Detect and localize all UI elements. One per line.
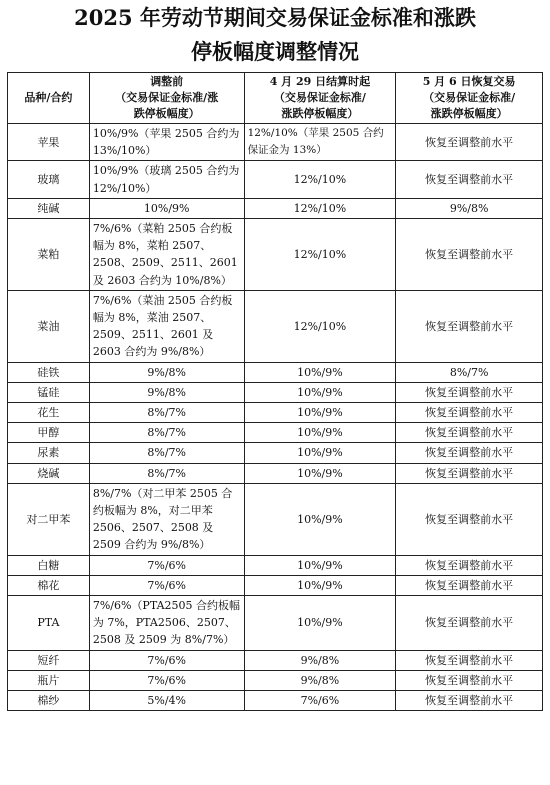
header-line: （交易保证金标准/ (273, 91, 366, 104)
variety-cell: 锰硅 (8, 382, 90, 402)
title-line-2: 停板幅度调整情况 (191, 39, 359, 64)
variety-cell: 尿素 (8, 443, 90, 463)
table-row (8, 555, 543, 575)
variety-cell: 花生 (8, 403, 90, 423)
table-row (8, 362, 543, 382)
header-before (89, 73, 244, 124)
before-cell: 9%/8% (89, 362, 244, 382)
apr29-cell: 12%/10% (244, 198, 396, 218)
header-line: （交易保证金标准/涨 (115, 91, 219, 104)
table-row (8, 124, 543, 161)
before-cell: 8%/7% (89, 423, 244, 443)
may6-cell: 恢复至调整前水平 (396, 555, 543, 575)
apr29-cell: 10%/9% (244, 463, 396, 483)
may6-cell: 恢复至调整前水平 (396, 650, 543, 670)
apr29-cell: 10%/9% (244, 596, 396, 651)
apr29-cell: 12%/10%（苹果 2505 合约保证金为 13%） (244, 124, 396, 161)
table-row (8, 670, 543, 690)
header-line: 4 月 29 日结算时起 (269, 75, 371, 88)
before-cell: 8%/7%（对二甲苯 2505 合约板幅为 8%，对二甲苯 2506、2507、2508 及 2509 合约为 9%/8%） (89, 483, 244, 555)
table-row (8, 575, 543, 595)
variety-cell: 甲醇 (8, 423, 90, 443)
table-row (8, 290, 543, 362)
apr29-cell: 10%/9% (244, 403, 396, 423)
variety-cell: 硅铁 (8, 362, 90, 382)
table-row (8, 382, 543, 402)
before-cell: 10%/9%（玻璃 2505 合约为 12%/10%） (89, 161, 244, 198)
variety-cell: 瓶片 (8, 670, 90, 690)
table-row (8, 650, 543, 670)
variety-cell: 纯碱 (8, 198, 90, 218)
before-cell: 7%/6%（菜粕 2505 合约板幅为 8%，菜粕 2507、2508、2509、2511、2601 及 2603 合约为 10%/8%） (89, 219, 244, 291)
header-row (8, 73, 543, 124)
before-cell: 5%/4% (89, 691, 244, 711)
table-body (8, 124, 543, 711)
before-cell: 7%/6% (89, 650, 244, 670)
header-line: 涨跌停板幅度） (281, 107, 359, 120)
apr29-cell: 10%/9% (244, 362, 396, 382)
may6-cell: 恢复至调整前水平 (396, 161, 543, 198)
apr29-cell: 9%/8% (244, 670, 396, 690)
header-line: 涨跌停板幅度） (430, 107, 508, 120)
variety-cell: 苹果 (8, 124, 90, 161)
before-cell: 7%/6%（菜油 2505 合约板幅为 8%，菜油 2507、2509、2511、2601 及 2603 合约为 9%/8%） (89, 290, 244, 362)
variety-cell: 烧碱 (8, 463, 90, 483)
variety-cell: 菜油 (8, 290, 90, 362)
may6-cell: 恢复至调整前水平 (396, 483, 543, 555)
may6-cell: 恢复至调整前水平 (396, 290, 543, 362)
apr29-cell: 10%/9% (244, 483, 396, 555)
apr29-cell: 7%/6% (244, 691, 396, 711)
may6-cell: 恢复至调整前水平 (396, 403, 543, 423)
table-row (8, 691, 543, 711)
title-line-1: 2025 年劳动节期间交易保证金标准和涨跌 (74, 5, 476, 30)
before-cell: 7%/6% (89, 575, 244, 595)
variety-cell: 短纤 (8, 650, 90, 670)
apr29-cell: 10%/9% (244, 423, 396, 443)
table-row (8, 463, 543, 483)
before-cell: 10%/9% (89, 198, 244, 218)
may6-cell: 恢复至调整前水平 (396, 219, 543, 291)
table-row (8, 198, 543, 218)
apr29-cell: 9%/8% (244, 650, 396, 670)
before-cell: 9%/8% (89, 382, 244, 402)
may6-cell: 恢复至调整前水平 (396, 670, 543, 690)
apr29-cell: 10%/9% (244, 443, 396, 463)
table-row (8, 483, 543, 555)
may6-cell: 恢复至调整前水平 (396, 575, 543, 595)
may6-cell: 恢复至调整前水平 (396, 124, 543, 161)
before-cell: 7%/6%（PTA2505 合约板幅为 7%，PTA2506、2507、2508 及 2509 为 8%/7%） (89, 596, 244, 651)
adjustment-table (7, 72, 543, 711)
before-cell: 8%/7% (89, 463, 244, 483)
header-line: 调整前 (150, 75, 184, 88)
apr29-cell: 12%/10% (244, 161, 396, 198)
variety-cell: 菜粕 (8, 219, 90, 291)
may6-cell: 恢复至调整前水平 (396, 596, 543, 651)
may6-cell: 恢复至调整前水平 (396, 463, 543, 483)
may6-cell: 恢复至调整前水平 (396, 382, 543, 402)
apr29-cell: 12%/10% (244, 290, 396, 362)
variety-cell: PTA (8, 596, 90, 651)
table-row (8, 219, 543, 291)
header-may6 (396, 73, 543, 124)
table-row (8, 443, 543, 463)
table-row (8, 161, 543, 198)
header-line: 5 月 6 日恢复交易 (422, 75, 516, 88)
table-row (8, 596, 543, 651)
header-variety: 品种/合约 (8, 73, 90, 124)
before-cell: 7%/6% (89, 555, 244, 575)
table-row (8, 423, 543, 443)
apr29-cell: 10%/9% (244, 382, 396, 402)
may6-cell: 9%/8% (396, 198, 543, 218)
variety-cell: 棉纱 (8, 691, 90, 711)
before-cell: 8%/7% (89, 443, 244, 463)
header-apr29 (244, 73, 396, 124)
apr29-cell: 12%/10% (244, 219, 396, 291)
variety-cell: 对二甲苯 (8, 483, 90, 555)
header-line: （交易保证金标准/ (423, 91, 516, 104)
may6-cell: 恢复至调整前水平 (396, 423, 543, 443)
apr29-cell: 10%/9% (244, 575, 396, 595)
may6-cell: 恢复至调整前水平 (396, 443, 543, 463)
may6-cell: 恢复至调整前水平 (396, 691, 543, 711)
apr29-cell: 10%/9% (244, 555, 396, 575)
header-line: 跌停板幅度） (133, 107, 200, 120)
table-row (8, 403, 543, 423)
variety-cell: 棉花 (8, 575, 90, 595)
variety-cell: 玻璃 (8, 161, 90, 198)
before-cell: 10%/9%（苹果 2505 合约为 13%/10%） (89, 124, 244, 161)
page-title (0, 0, 550, 69)
before-cell: 7%/6% (89, 670, 244, 690)
may6-cell: 8%/7% (396, 362, 543, 382)
variety-cell: 白糖 (8, 555, 90, 575)
before-cell: 8%/7% (89, 403, 244, 423)
